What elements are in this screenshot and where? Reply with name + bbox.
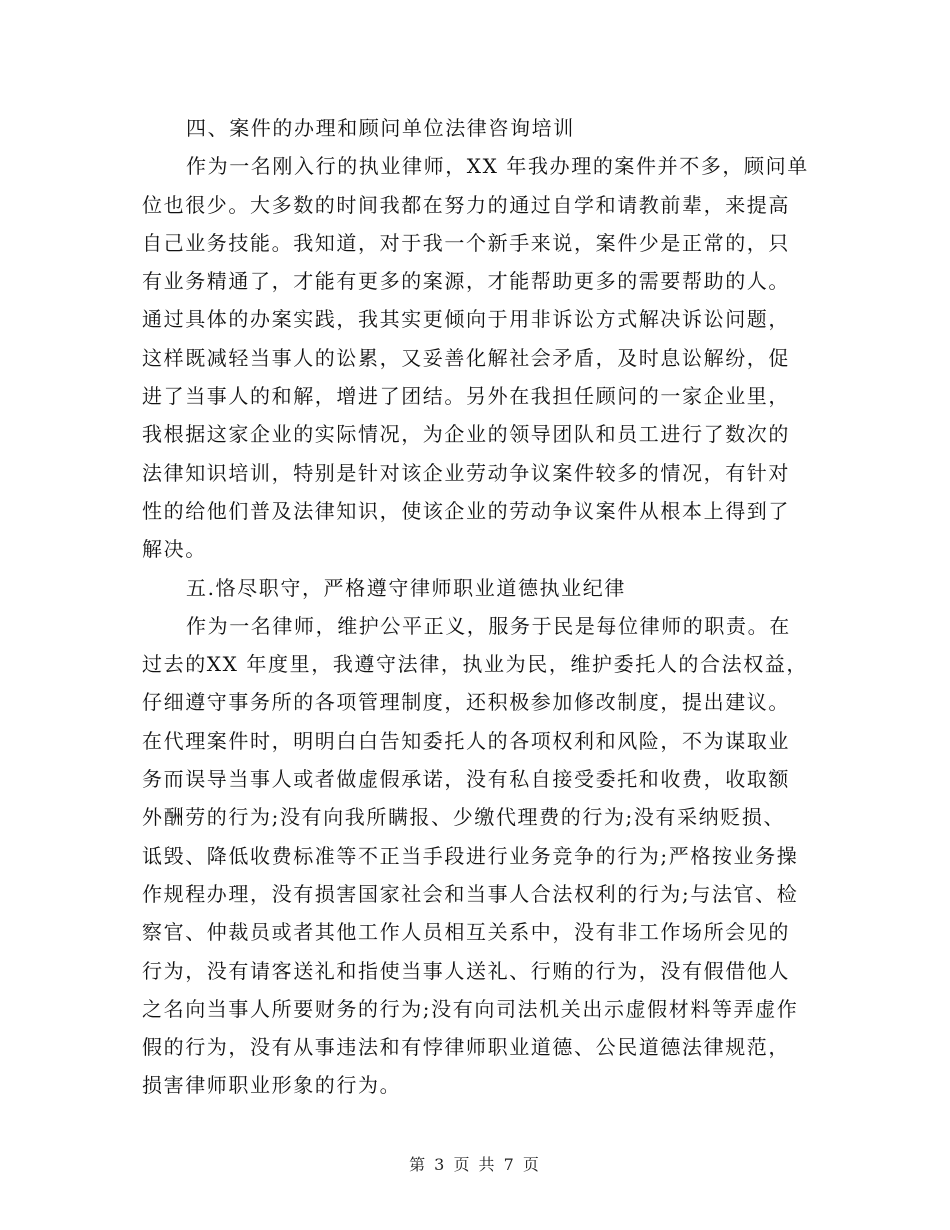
text-line: 作为一名律师，维护公平正义，服务于民是每位律师的职责。在	[186, 613, 791, 638]
text-line: 行为，没有请客送礼和指使当事人送礼、行贿的行为，没有假借他人	[142, 958, 790, 983]
text-line: 过去的XX 年度里，我遵守法律，执业为民，维护委托人的合法权益，	[142, 652, 809, 677]
text-line: 之名向当事人所要财务的行为;没有向司法机关出示虚假材料等弄虚作	[142, 996, 799, 1021]
text-line: 四、案件的办理和顾问单位法律咨询培训	[186, 116, 575, 140]
page-footer: 第 3 页 共 7 页	[409, 1155, 541, 1174]
text-line: 务而误导当事人或者做虚假承诺，没有私自接受委托和收费，收取额	[142, 767, 790, 792]
text-line: 外酬劳的行为;没有向我所瞒报、少缴代理费的行为;没有采纳贬损、	[142, 805, 786, 830]
text-line: 在代理案件时，明明白白告知委托人的各项权利和风险，不为谋取业	[142, 728, 790, 753]
text-line: 通过具体的办案实践，我其实更倾向于用非诉讼方式解决诉讼问题，	[142, 307, 790, 332]
text-line: 解决。	[142, 537, 207, 562]
text-line: 法律知识培训，特别是针对该企业劳动争议案件较多的情况，有针对	[142, 460, 790, 485]
text-line: 作为一名刚入行的执业律师，XX 年我办理的案件并不多，顾问单	[186, 154, 809, 179]
text-line: 这样既减轻当事人的讼累，又妥善化解社会矛盾，及时息讼解纷，促	[142, 345, 790, 370]
text-line: 诋毁、降低收费标准等不正当手段进行业务竞争的行为;严格按业务操	[142, 843, 799, 868]
text-line: 五.恪尽职守，严格遵守律师职业道德执业纪律	[186, 575, 626, 600]
text-line: 损害律师职业形象的行为。	[142, 1073, 402, 1098]
text-line: 进了当事人的和解，增进了团结。另外在我担任顾问的一家企业里，	[142, 384, 790, 409]
text-line: 有业务精通了，才能有更多的案源，才能帮助更多的需要帮助的人。	[142, 269, 790, 294]
document-body	[142, 109, 809, 1105]
text-line: 作规程办理，没有损害国家社会和当事人合法权利的行为;与法官、检	[142, 881, 799, 906]
text-line: 位也很少。大多数的时间我都在努力的通过自学和请教前辈，来提高	[142, 192, 790, 217]
text-line: 自己业务技能。我知道，对于我一个新手来说，案件少是正常的，只	[142, 230, 790, 255]
text-line: 仔细遵守事务所的各项管理制度，还积极参加修改制度，提出建议。	[142, 690, 790, 715]
text-line: 察官、仲裁员或者其他工作人员相互关系中，没有非工作场所会见的	[142, 920, 790, 945]
text-line: 假的行为，没有从事违法和有悖律师职业道德、公民道德法律规范，	[142, 1035, 790, 1060]
text-line: 我根据这家企业的实际情况，为企业的领导团队和员工进行了数次的	[142, 422, 790, 447]
text-line: 性的给他们普及法律知识，使该企业的劳动争议案件从根本上得到了	[142, 498, 790, 523]
